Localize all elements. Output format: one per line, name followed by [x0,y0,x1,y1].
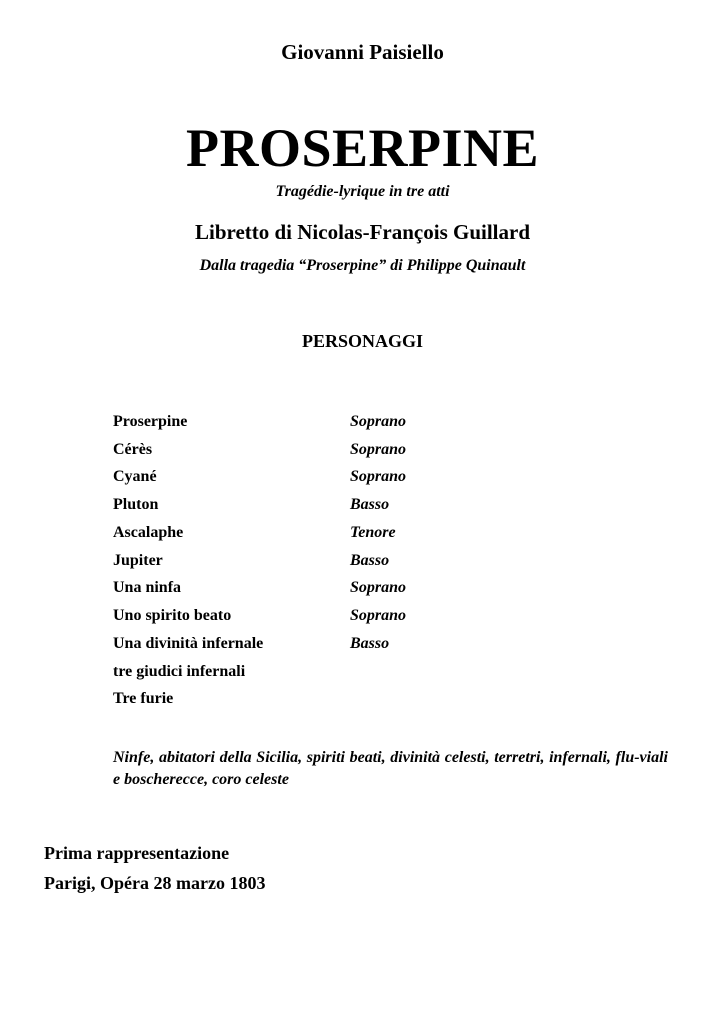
cast-row [0,690,725,718]
cast-voice: Basso [350,496,390,513]
cast-role: Una ninfa [113,579,182,596]
cast-row [0,579,725,607]
personaggi-heading: PERSONAGGI [301,331,424,351]
cast-role: Uno spirito beato [113,607,232,624]
cast-voice: Basso [350,635,390,652]
cast-row [0,468,725,496]
cast-row [0,413,725,441]
chorus-description: Ninfe, abitatori della Sicilia, spiriti beati, divinità celesti, terretri, infernali, flu-viali e boscherecce, coro celeste [113,749,668,788]
cast-voice: Soprano [350,607,407,624]
cast-role: Proserpine [113,413,188,430]
cast-row [0,441,725,469]
cast-role: Tre furie [113,690,174,707]
cast-role: Pluton [113,496,159,513]
cast-row [0,552,725,580]
opera-title: PROSERPINE [185,118,540,178]
cast-role: Cérès [113,441,153,458]
cast-voice: Soprano [350,579,407,596]
librettist-line: Libretto di Nicolas-François Guillard [194,220,531,244]
cast-row [0,663,725,691]
cast-voice: Soprano [350,441,407,458]
cast-row [0,496,725,524]
cast-role: Ascalaphe [113,524,184,541]
cast-role: Cyané [113,468,157,485]
cast-row [0,635,725,663]
source-line: Dalla tragedia “Proserpine” di Philippe Quinault [199,257,526,274]
cast-voice: Basso [350,552,390,569]
cast-role: Una divinità infernale [113,635,264,652]
cast-voice: Tenore [350,524,396,541]
cast-row [0,524,725,552]
premiere-info: Parigi, Opéra 28 marzo 1803 [44,873,266,893]
cast-row [0,607,725,635]
premiere-label: Prima rappresentazione [44,843,230,863]
cast-role: tre giudici infernali [113,663,246,680]
opera-subtitle: Tragédie-lyrique in tre atti [275,183,450,200]
cast-voice: Soprano [350,468,407,485]
composer-name: Giovanni Paisiello [281,40,444,64]
cast-voice: Soprano [350,413,407,430]
cast-role: Jupiter [113,552,163,569]
